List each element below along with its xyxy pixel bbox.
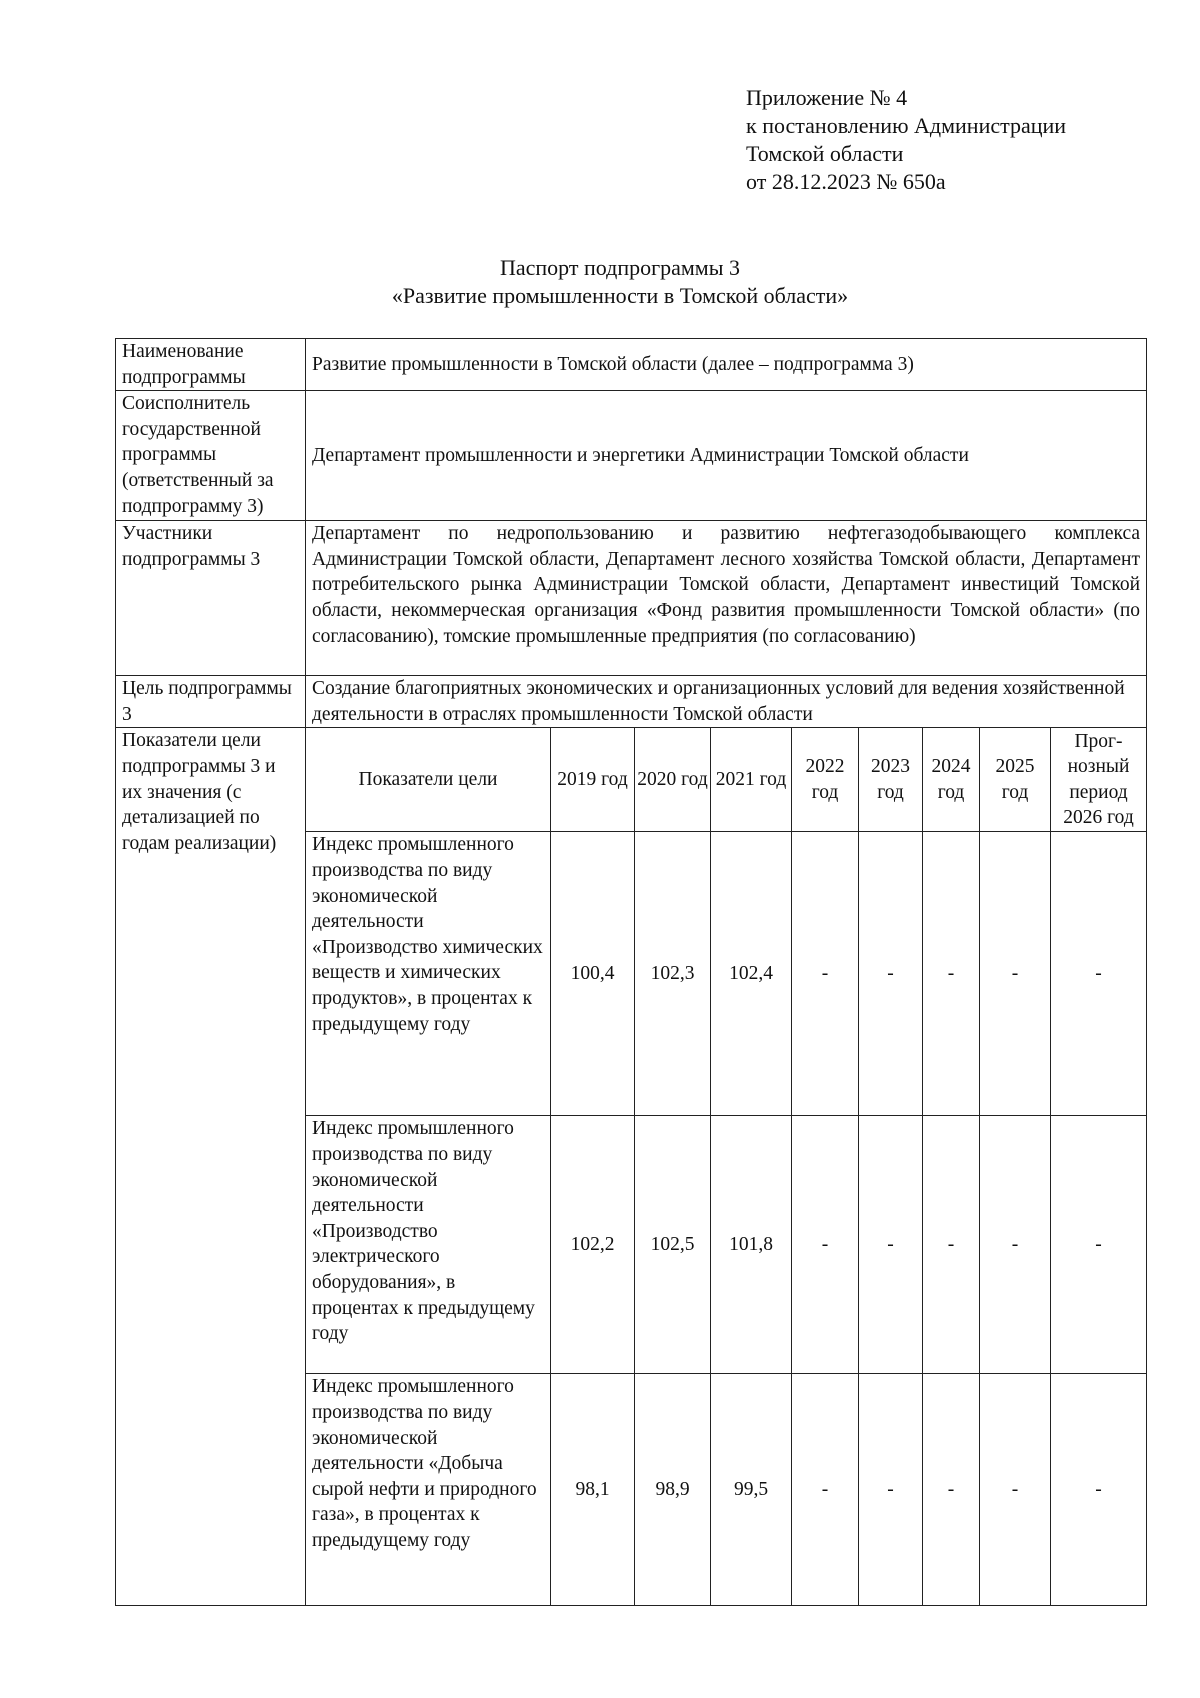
row-label: Соисполнитель государственной программы (ответственный за подпрограмму 3) <box>116 391 306 521</box>
indicator-value: - <box>923 832 980 1116</box>
row-value: Создание благоприятных экономических и организационных условий для ведения хозяйственной деятельности в отраслях промышленности Томской области <box>306 676 1147 728</box>
row-label: Участники подпрограммы 3 <box>116 521 306 676</box>
year-header: 2020 год <box>635 728 711 832</box>
indicator-name: Индекс промышленного производства по виду экономической деятельности «Производство электрического оборудования», в процентах к предыдущему году <box>306 1116 551 1374</box>
indicator-value: - <box>859 832 923 1116</box>
year-header: 2024 год <box>923 728 980 832</box>
indicator-value: - <box>980 1116 1051 1374</box>
appendix-block <box>746 84 1066 196</box>
table-row <box>116 676 1147 728</box>
year-header: 2022 год <box>792 728 859 832</box>
indicator-value: 102,4 <box>711 832 792 1116</box>
indicator-name-header: Показатели цели <box>306 728 551 832</box>
indicator-value: - <box>792 1374 859 1606</box>
row-value: Департамент промышленности и энергетики Администрации Томской области <box>306 391 1147 521</box>
table-row <box>116 391 1147 521</box>
indicator-name: Индекс промышленного производства по виду экономической деятельности «Производство химических веществ и химических продуктов», в процентах к предыдущему году <box>306 832 551 1116</box>
row-value: Департамент по недропользованию и развитию нефтегазодобывающего комплекса Администрации Томской области, Департамент лесного хозяйства Томской области, Департамент потребительского рынка Администрации Томской области, Департамент инвестиций Томской области, некоммерческая организация «Фонд развития промышленности Томской области» (по согласованию), томские промышленные предприятия (по согласованию) <box>306 521 1147 676</box>
indicator-value: - <box>1051 1374 1147 1606</box>
appendix-line-4: от 28.12.2023 № 650а <box>746 169 946 194</box>
year-header: 2023 год <box>859 728 923 832</box>
year-header: 2019 год <box>551 728 635 832</box>
indicator-value: - <box>980 832 1051 1116</box>
row-value: Развитие промышленности в Томской области (далее – подпрограмма 3) <box>306 339 1147 391</box>
indicator-value: 102,2 <box>551 1116 635 1374</box>
indicator-value: 102,5 <box>635 1116 711 1374</box>
indicator-value: - <box>980 1374 1051 1606</box>
indicator-value: 101,8 <box>711 1116 792 1374</box>
indicator-value: - <box>1051 1116 1147 1374</box>
passport-table <box>115 338 1147 1606</box>
row-label: Цель подпрограммы 3 <box>116 676 306 728</box>
indicator-value: - <box>923 1116 980 1374</box>
appendix-line-1: Приложение № 4 <box>746 85 908 110</box>
table-row <box>116 339 1147 391</box>
title-line-1: Паспорт подпрограммы 3 <box>499 255 741 280</box>
year-header: 2025 год <box>980 728 1051 832</box>
indicators-header-row <box>116 728 1147 832</box>
indicator-value: 98,1 <box>551 1374 635 1606</box>
appendix-line-3: Томской области <box>746 141 904 166</box>
forecast-year-header: Прог-нозный период 2026 год <box>1051 728 1147 832</box>
indicator-value: - <box>859 1116 923 1374</box>
indicator-value: 99,5 <box>711 1374 792 1606</box>
row-label: Наименование подпрограммы <box>116 339 306 391</box>
indicator-value: 98,9 <box>635 1374 711 1606</box>
table-row <box>116 521 1147 676</box>
indicator-value: 100,4 <box>551 832 635 1116</box>
indicator-value: - <box>792 832 859 1116</box>
indicator-value: - <box>923 1374 980 1606</box>
indicators-label: Показатели цели подпрограммы 3 и их значения (с детализацией по годам реализации) <box>116 728 306 1606</box>
indicator-value: - <box>1051 832 1147 1116</box>
document-title <box>0 254 1200 310</box>
title-line-2: «Развитие промышленности в Томской области» <box>391 283 849 308</box>
indicator-name: Индекс промышленного производства по виду экономической деятельности «Добыча сырой нефти и природного газа», в процентах к предыдущему году <box>306 1374 551 1606</box>
appendix-line-2: к постановлению Администрации <box>746 113 1067 138</box>
year-header: 2021 год <box>711 728 792 832</box>
indicator-value: 102,3 <box>635 832 711 1116</box>
indicator-value: - <box>859 1374 923 1606</box>
indicator-value: - <box>792 1116 859 1374</box>
